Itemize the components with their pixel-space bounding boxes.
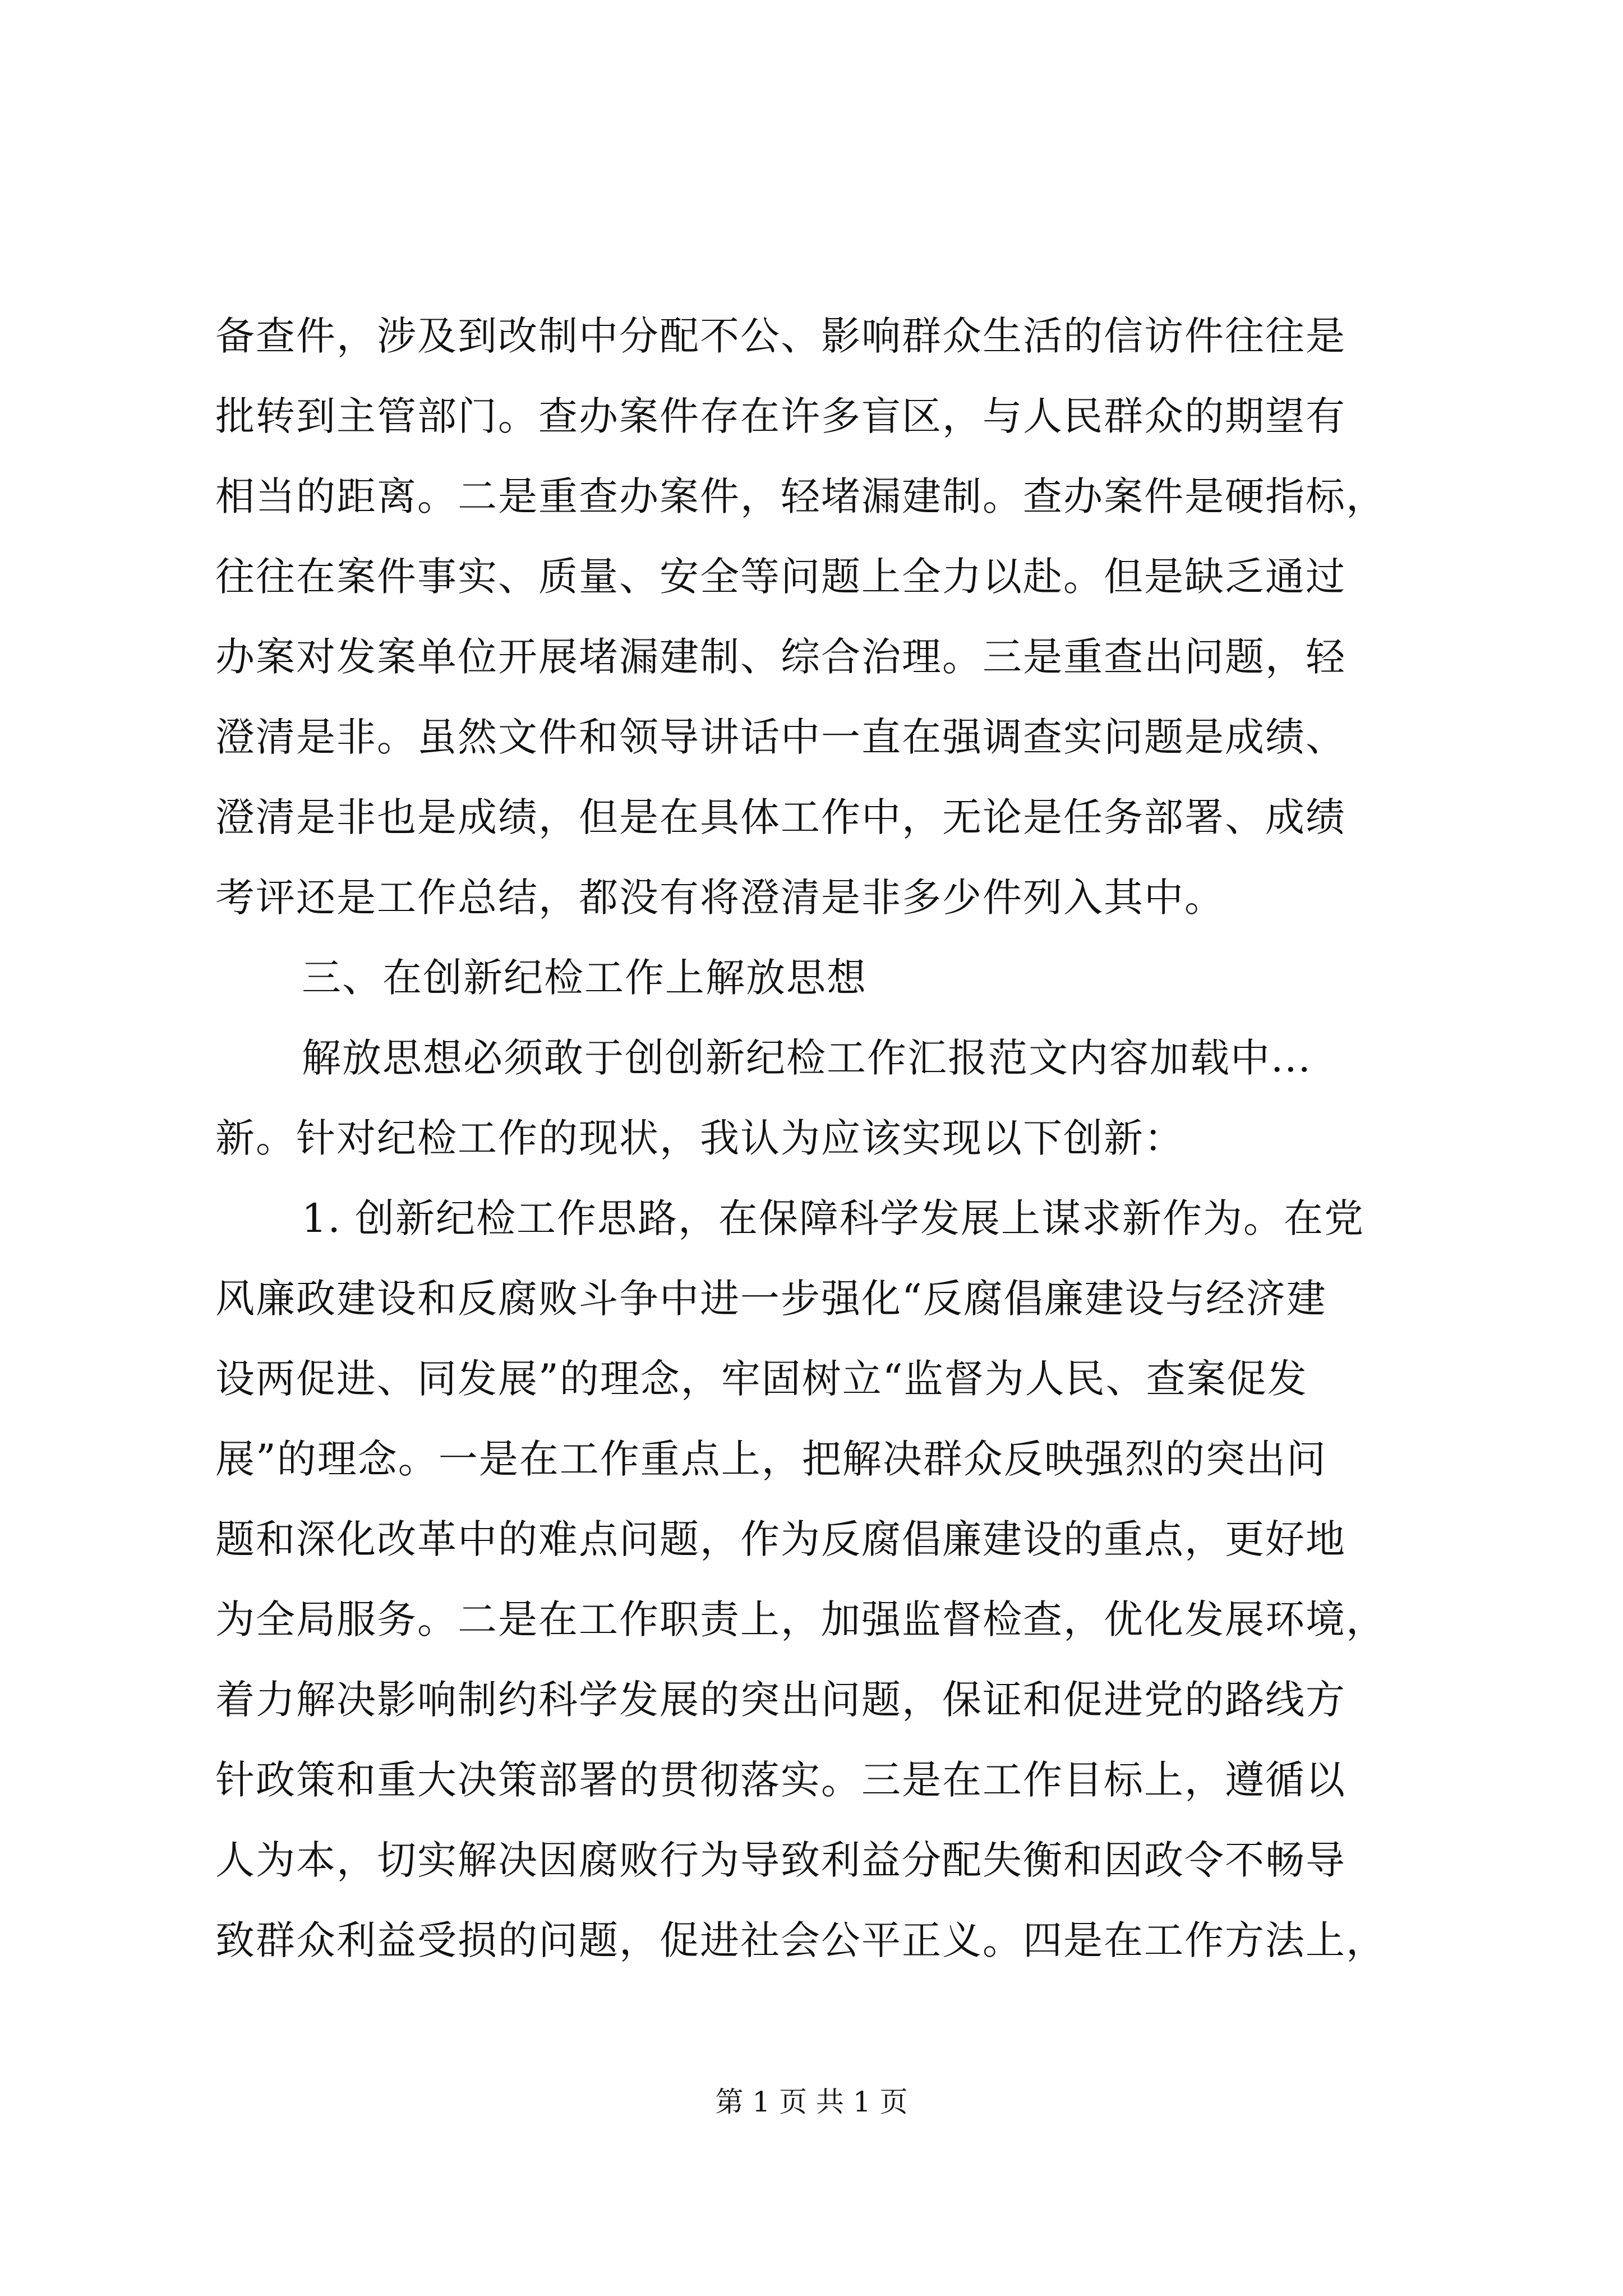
text-line: 为全局服务。二是在工作职责上，加强监督检查，优化发展环境， — [215, 1596, 1386, 1642]
text-line: 人为本，切实解决因腐败行为导致利益分配失衡和因政令不畅导 — [215, 1837, 1346, 1883]
text-line: 备查件，涉及到改制中分配不公、影响群众生活的信访件往往是 — [215, 313, 1346, 359]
section-heading: 三、在创新纪检工作上解放思想 — [302, 955, 867, 1001]
text-line: 解放思想必须敢于创创新纪检工作汇报范文内容加载中... — [302, 1035, 1312, 1081]
text-line: 着力解决影响制约科学发展的突出问题，保证和促进党的路线方 — [215, 1677, 1346, 1723]
text-line: 澄清是非也是成绩，但是在具体工作中，无论是任务部署、成绩 — [215, 794, 1346, 840]
text-line: 设两促进、同发展”的理念，牢固树立“监督为人民、查案促发 — [215, 1356, 1308, 1402]
text-line: 致群众利益受损的问题，促进社会公平正义。四是在工作方法上， — [215, 1917, 1386, 1963]
text-line: 展”的理念。一是在工作重点上，把解决群众反映强烈的突出问 — [215, 1436, 1327, 1482]
text-line: 针政策和重大决策部署的贯彻落实。三是在工作目标上，遵循以 — [215, 1757, 1346, 1803]
body-text — [215, 296, 1432, 1981]
text-line: 风廉政建设和反腐败斗争中进一步强化“反腐倡廉建设与经济建 — [215, 1276, 1327, 1322]
page-footer: 第 1 页 共 1 页 — [715, 2086, 908, 2118]
text-line: 相当的距离。二是重查办案件，轻堵漏建制。查办案件是硬指标， — [215, 473, 1386, 519]
text-line: 1. 创新纪检工作思路，在保障科学发展上谋求新作为。在党 — [302, 1195, 1365, 1241]
text-line: 办案对发案单位开展堵漏建制、综合治理。三是重查出问题，轻 — [215, 634, 1346, 680]
text-line: 新。针对纪检工作的现状，我认为应该实现以下创新： — [215, 1115, 1184, 1161]
text-line: 考评还是工作总结，都没有将澄清是非多少件列入其中。 — [215, 875, 1225, 921]
text-line: 批转到主管部门。查办案件存在许多盲区，与人民群众的期望有 — [215, 393, 1346, 439]
text-line: 澄清是非。虽然文件和领导讲话中一直在强调查实问题是成绩、 — [215, 714, 1346, 760]
text-line: 题和深化改革中的难点问题，作为反腐倡廉建设的重点，更好地 — [215, 1516, 1346, 1562]
text-line: 往往在案件事实、质量、安全等问题上全力以赴。但是缺乏通过 — [215, 554, 1346, 600]
